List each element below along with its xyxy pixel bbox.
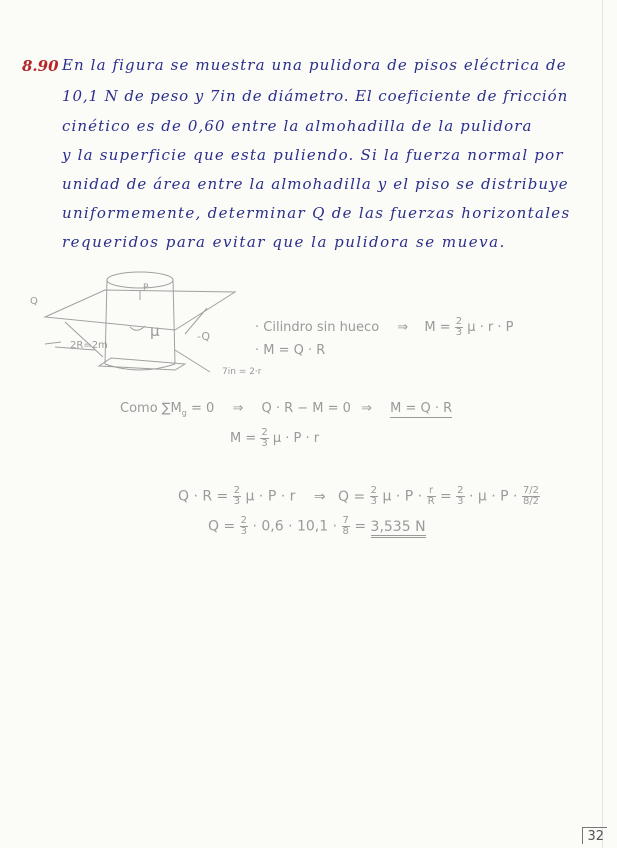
equilibrium-line-1 [120,401,452,418]
equilibrium-result: M = Q · R [390,401,453,416]
cylinder-arrow: ⇒ [397,320,409,335]
line2-fraction: $\frac{2}{3}$ [261,427,268,449]
sum-moments: ∑M [161,401,182,416]
figure-label-diameter: 7in = 2·r [222,367,262,377]
final-answer: 3,535 N [371,519,426,538]
cylinder-label: Cilindro sin hueco [263,320,380,335]
sol1-b-mid: μ · P · [378,488,427,505]
statement-line-3: cinético es de 0,60 entre la almohadilla de la pulidora [62,117,533,135]
sol1-frac-b: $\frac{2}{3}$ [370,485,378,507]
sol1-lhs: Q · R = [178,488,233,505]
statement-line-5: unidad de área entre la almohadilla y el piso se distribuye [62,175,569,193]
eq-arrow-2: ⇒ [361,401,372,416]
qr-minus-m: Q · R − M = 0 [261,401,351,416]
como-label: Como [120,401,158,416]
page-edge-line [602,0,603,848]
line2-rest: μ · P · r [268,431,320,446]
m-qr-bullet: · [255,343,264,358]
statement-line-6: uniformemente, determinar Q de las fuerzas horizontales [62,204,571,222]
sol1-frac-rR: $\frac{r}{R}$ [427,485,435,507]
solution-line-1 [178,486,540,507]
sol2-mid: · 0,6 · 10,1 · [248,518,342,535]
sol1-eq: = [435,488,457,505]
sol2-q: Q = [208,518,240,535]
statement-line-4: y la superficie que esta puliendo. Si la fuerza normal por [62,146,564,164]
sol1-c-mid: · μ · P · [464,488,522,505]
sum-subscript: g [181,408,187,418]
figure-label-diameter-2r: 2R=2m [70,340,108,351]
m-qr-formula: M = Q · R [263,343,326,358]
solution-line-2 [208,516,426,537]
sol2-frac-78: $\frac{7}{8}$ [342,515,349,537]
sol1-arrow: ⇒ [313,488,326,505]
cylinder-formula-lhs: M = [424,320,455,335]
sol2-eq: = [349,518,371,535]
sol1-frac-c: $\frac{2}{3}$ [457,485,464,507]
sol1-a-rest: μ · P · r [241,488,296,505]
line2-lhs: M = [230,431,261,446]
cylinder-fraction: $\frac{2}{3}$ [455,316,463,338]
statement-line-7: requeridos para evitar que la pulidora se mueva. [62,233,506,251]
page-number: 32 [582,827,607,844]
note-m-qr [255,343,325,358]
sol1-frac-a: $\frac{2}{3}$ [233,485,241,507]
cylinder-formula-rest: μ · r · P [463,320,514,335]
sum-eq-zero: = 0 [186,401,215,416]
equilibrium-line-2 [230,428,319,449]
figure-label-q-right: -Q [197,330,211,343]
figure-label-mu: μ [150,322,160,340]
eq-arrow-1: ⇒ [232,401,244,416]
problem-number: 8.90 [22,57,59,75]
sol1-q: Q = [338,488,370,505]
statement-line-2: 10,1 N de peso y 7in de diámetro. El coeficiente de fricción [62,87,569,105]
figure-label-q-left: Q [30,296,38,307]
sol2-frac: $\frac{2}{3}$ [240,515,248,537]
sol1-frac-ratio: $\frac{7/2}{8/2}$ [522,485,540,507]
note-cylinder [255,317,513,338]
figure-label-p: P [143,283,149,293]
cylinder-bullet: · [255,320,264,335]
statement-line-1: En la figura se muestra una pulidora de pisos eléctrica de [62,56,567,74]
